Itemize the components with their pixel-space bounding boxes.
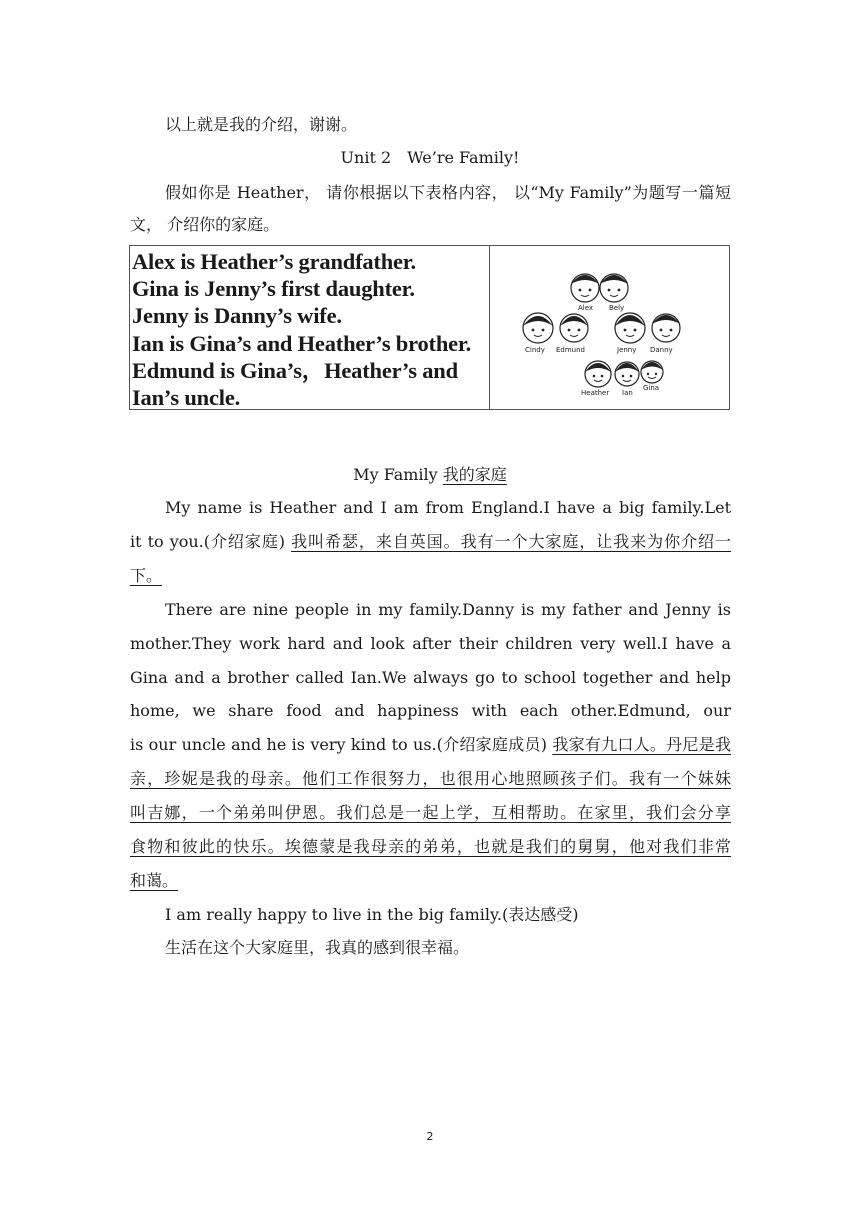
essay-p2-line-2: mother.They work hard and look after their children very well.I have a xyxy=(130,634,731,653)
fact-3: Jenny is Danny’s wife. xyxy=(132,303,342,329)
essay-p2-line-4: home, we share food and happiness with each other.Edmund, our xyxy=(130,701,731,720)
intro-closing-line: 以上就是我的介绍，谢谢。 xyxy=(165,115,358,134)
essay-p2-line-9 xyxy=(130,871,731,891)
essay-p2-line-5-en: is our uncle and he is very kind to us.(介绍家庭成员) xyxy=(130,735,553,754)
task-line-1: 假如你是 Heather， 请你根据以下表格内容， 以“My Family”为题写一篇短 xyxy=(165,183,731,202)
essay-p2-line-5 xyxy=(130,735,731,755)
family-fact-table xyxy=(129,245,730,410)
essay-p1-line-2-en: it to you.(介绍家庭) xyxy=(130,532,292,551)
essay-title-cn: 我的家庭 xyxy=(442,465,507,484)
essay-p2-line-3: Gina and a brother called Ian.We always go to school together and help xyxy=(130,668,731,687)
essay-p2-line-8-cn: 食物和彼此的快乐。埃德蒙是我母亲的弟弟，也就是我们的舅舅，他对我们非常 xyxy=(130,837,731,856)
essay-p2-line-5-cn: 我家有九口人。丹尼是我 xyxy=(552,735,731,754)
essay-p2-line-1: There are nine people in my family.Danny is my father and Jenny is xyxy=(165,600,731,619)
tree-label-danny: Danny xyxy=(650,346,673,354)
essay-p2-line-6-cn: 亲，珍妮是我的母亲。他们工作很努力，也很用心地照顾孩子们。我有一个妹妹 xyxy=(130,769,731,788)
tree-label-gina: Gina xyxy=(643,384,660,392)
tree-label-bely: Bely xyxy=(609,304,625,312)
essay-p2-line-7-cn: 叫吉娜，一个弟弟叫伊恩。我们总是一起上学，互相帮助。在家里，我们会分享 xyxy=(130,803,731,822)
tree-label-edmund: Edmund xyxy=(556,346,586,354)
fact-cell xyxy=(130,246,490,409)
essay-p2-line-9-cn: 和蔼。 xyxy=(130,871,179,890)
fact-1: Alex is Heather’s grandfather. xyxy=(132,249,416,274)
essay-title-en: My Family xyxy=(353,465,438,484)
tree-label-cindy: Cindy xyxy=(525,346,545,354)
tree-label-jenny: Jenny xyxy=(617,346,637,354)
fact-4: Ian is Gina’s and Heather’s brother. xyxy=(132,330,472,356)
essay-p3-english: I am really happy to live in the big family.(表达感受) xyxy=(165,905,579,924)
essay-p1-line-3 xyxy=(130,566,731,586)
essay-p2-line-6 xyxy=(130,769,731,789)
essay-p1-line-2 xyxy=(130,532,731,552)
fact-2: Gina is Jenny’s first daughter. xyxy=(132,276,415,302)
essay-p1-line-2-cn: 我叫希瑟，来自英国。我有一个大家庭，让我来为你介绍一 xyxy=(291,532,731,551)
fact-5: Edmund is Gina’s，Heather’s and xyxy=(132,357,458,383)
essay-title xyxy=(0,465,860,485)
essay-p3-chinese: 生活在这个大家庭里，我真的感到很幸福。 xyxy=(165,938,470,957)
tree-label-ian: Ian xyxy=(622,389,633,397)
essay-p1-line-3-cn: 下。 xyxy=(130,566,163,585)
essay-p1-line-1: My name is Heather and I am from England.I have a big family.Let xyxy=(165,498,731,517)
fact-6: Ian’s uncle. xyxy=(132,385,241,411)
tree-label-alex: Alex xyxy=(578,304,594,312)
family-tree-illustration xyxy=(490,246,729,409)
essay-p2-line-8 xyxy=(130,837,731,857)
essay-p2-line-7 xyxy=(130,803,731,823)
family-tree-drawing xyxy=(490,246,729,409)
unit-title: Unit 2 We’re Family! xyxy=(340,148,520,167)
tree-label-heather: Heather xyxy=(581,389,610,397)
task-line-2: 文， 介绍你的家庭。 xyxy=(130,215,280,234)
page-number: 2 xyxy=(426,1130,434,1143)
